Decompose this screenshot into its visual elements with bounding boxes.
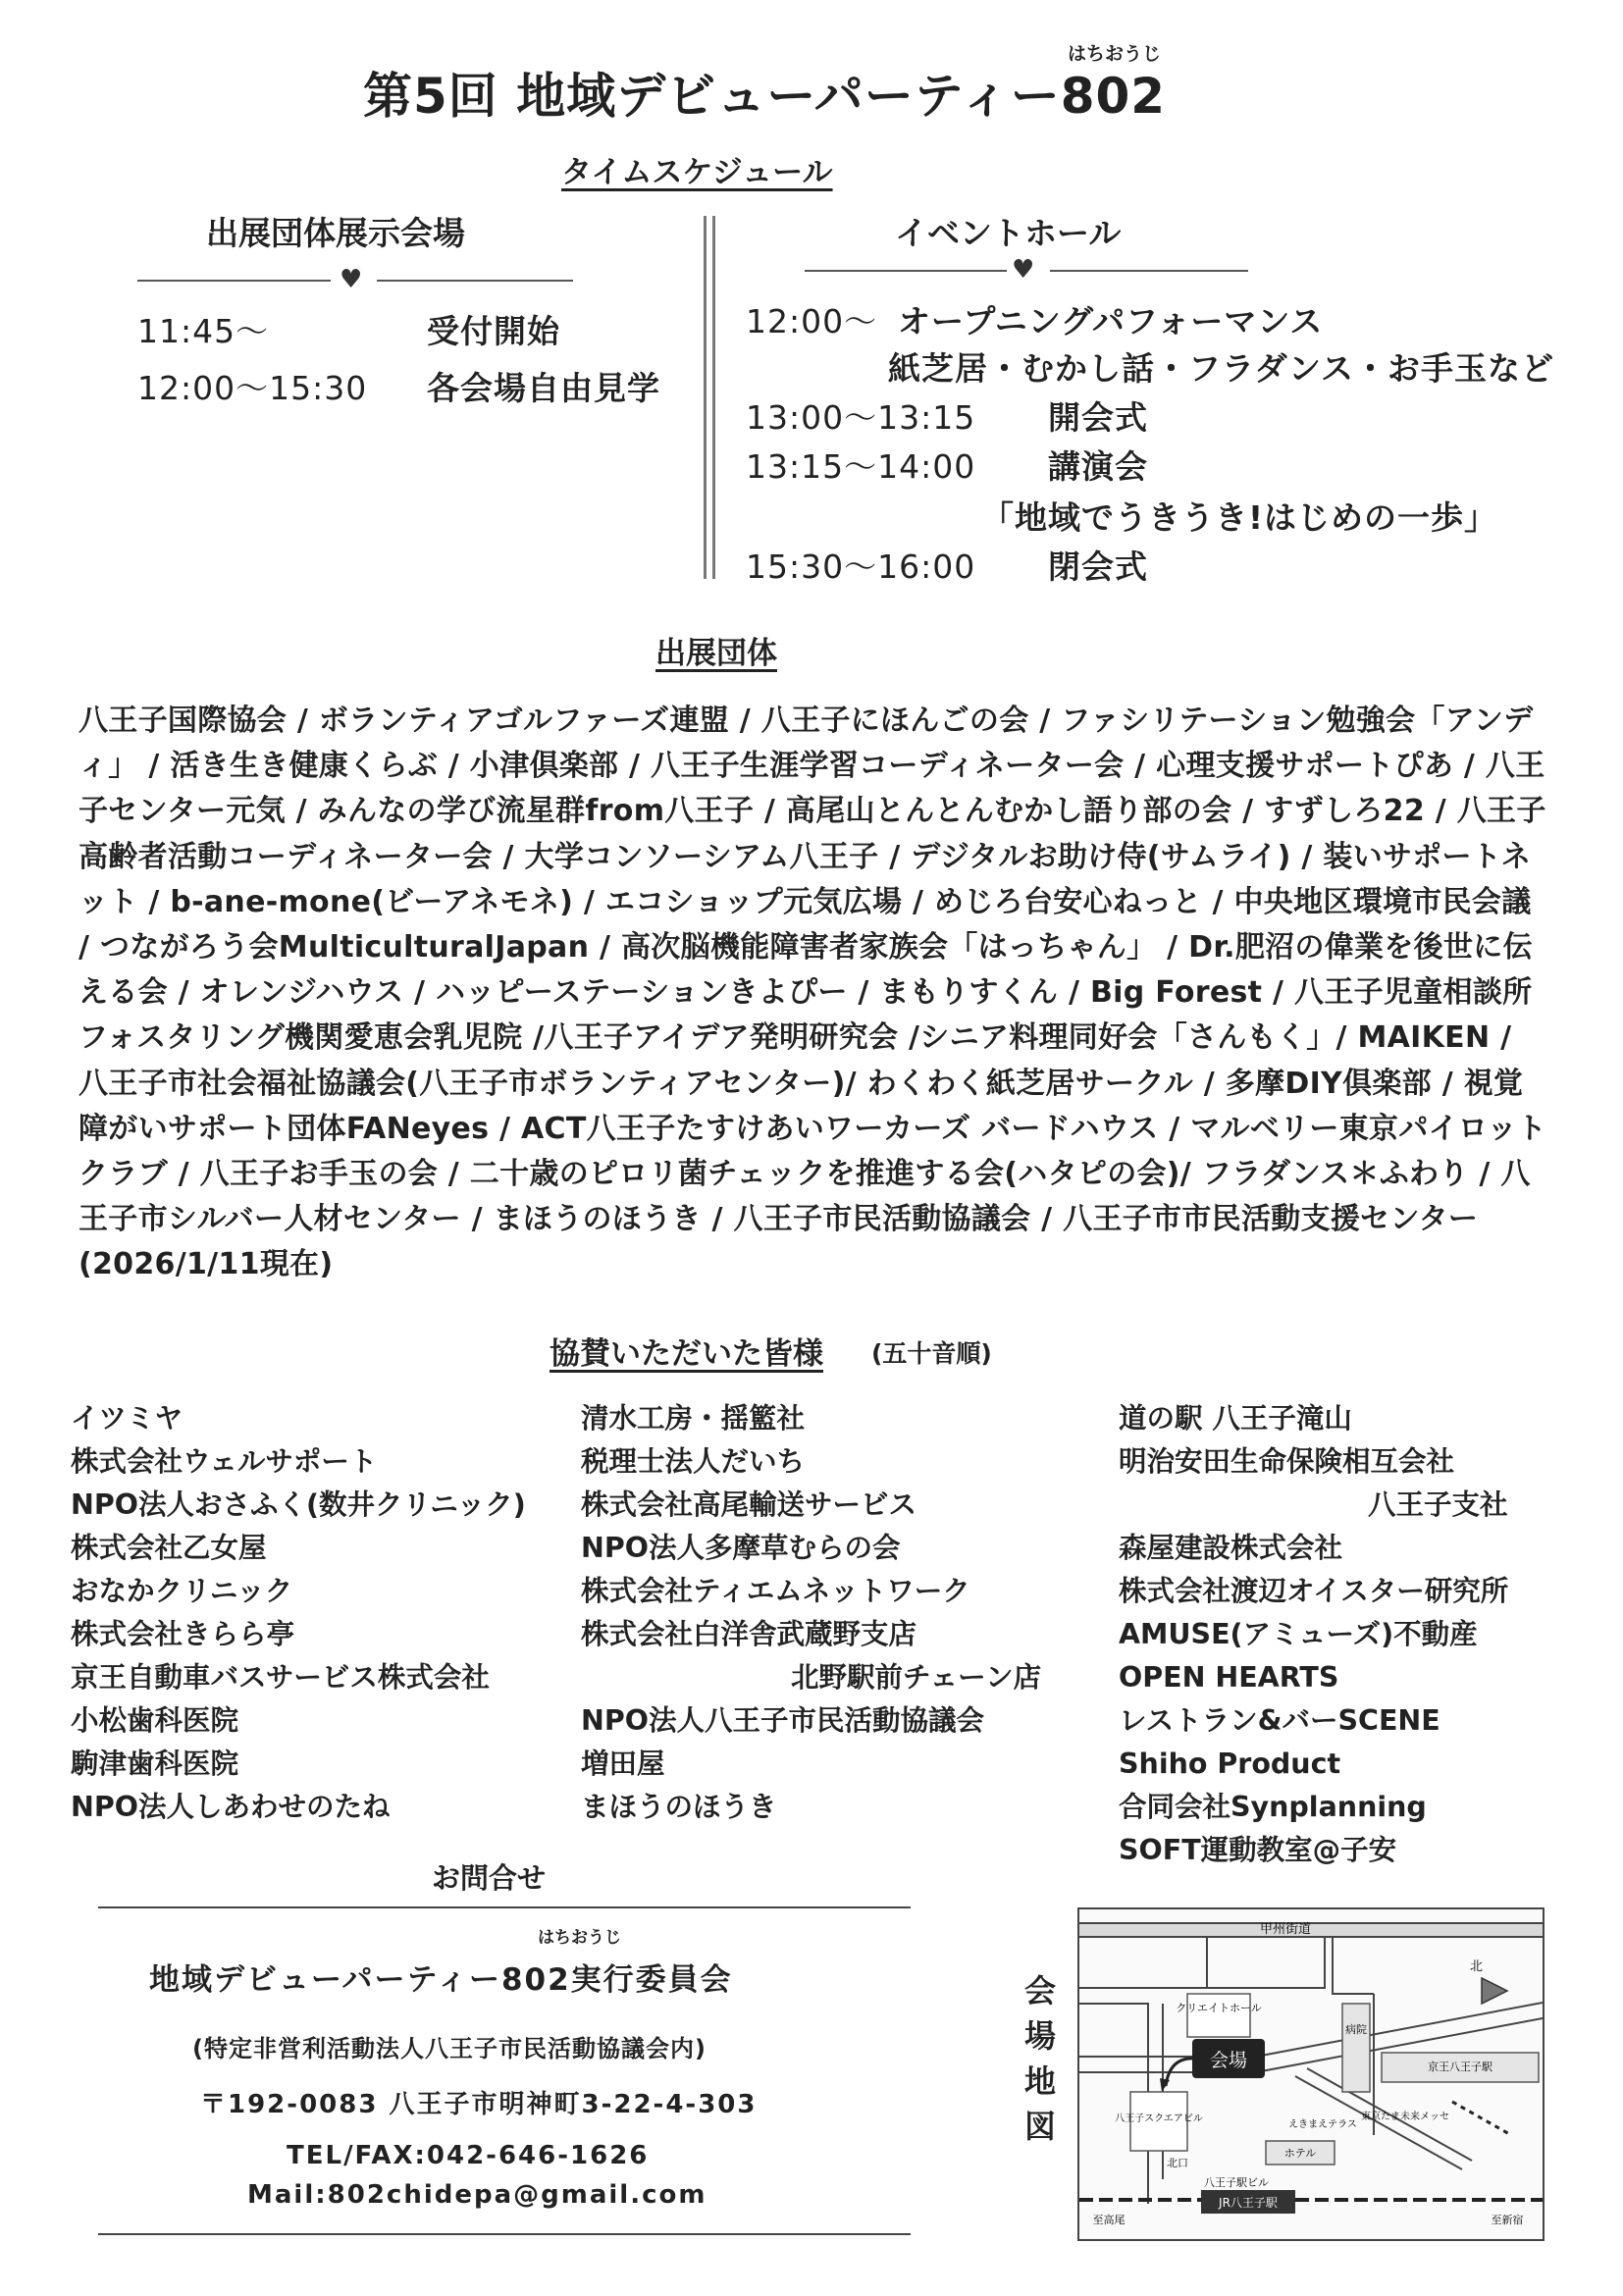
map-north-label: 北 (1470, 1959, 1484, 1974)
map-kitaguchi-label: 北口 (1167, 2157, 1188, 2169)
hall-event-6: 閉会式 (1048, 548, 1148, 586)
page-title: 第5回 地域デビューパーティー802 (363, 68, 1167, 125)
map-jr-label: JR八王子駅 (1219, 2196, 1278, 2210)
sponsor-item: 株式会社乙女屋 (71, 1532, 267, 1564)
hall-time-1: 12:00～ (746, 302, 878, 340)
sponsor-item: イツミヤ (71, 1402, 183, 1435)
hall-divider (805, 257, 1246, 285)
hall-event-1: オープニングパフォーマンス (898, 302, 1324, 340)
heart-icon: ♥ (340, 265, 363, 294)
sponsor-item: 小松歯科医院 (71, 1704, 239, 1737)
sponsor-item: 八王子支社 (1368, 1488, 1508, 1521)
map-creato-label: クリエイトホール (1176, 2002, 1262, 2014)
hall-time-6: 15:30～16:00 (746, 548, 976, 586)
contact-divider-bottom (98, 2233, 911, 2235)
sponsor-item: 株式会社高尾輸送サービス (581, 1488, 917, 1521)
exhibit-divider (137, 267, 574, 294)
sponsor-item: AMUSE(アミューズ)不動産 (1119, 1618, 1478, 1650)
sponsor-item: 明治安田生命保険相互会社 (1119, 1445, 1455, 1478)
map-ekibiru-label: 八王子駅ビル (1204, 2176, 1269, 2189)
contact-mail: Mail:802chidepa@gmail.com (247, 2180, 707, 2210)
map-square-label: 八王子スクエアビル (1115, 2113, 1203, 2124)
map-ekimae-label: えきまえテラス (1288, 2119, 1357, 2130)
map-takao-label: 至高尾 (1092, 2214, 1126, 2226)
sponsor-item: おなかクリニック (71, 1575, 293, 1607)
organizations-heading: 出展団体 (655, 636, 777, 671)
sponsors-note: (五十音順) (871, 1339, 992, 1368)
map-hotel-label: ホテル (1283, 2147, 1317, 2160)
sponsor-item: 駒津歯科医院 (71, 1748, 239, 1780)
sponsor-item: まほうのほうき (581, 1791, 777, 1823)
title-ruby: はちおうじ (1068, 43, 1162, 65)
map-shinjuku-label: 至新宿 (1491, 2214, 1524, 2226)
map-hospital-label: 病院 (1345, 2023, 1367, 2036)
sponsors-heading: 協賛いただいた皆様 (550, 1336, 823, 1372)
sponsors-column-1 (71, 1397, 526, 1829)
exhibit-time-1: 11:45～ (137, 312, 270, 350)
contact-org: 地域デビューパーティー802実行委員会 (149, 1962, 733, 1998)
sponsor-item: 株式会社きらら亭 (71, 1618, 295, 1650)
exhibit-time-2: 12:00～15:30 (137, 369, 368, 407)
map-road-label: 甲州街道 (1259, 1922, 1312, 1937)
map-creato-hall (1187, 1994, 1250, 2037)
exhibit-event-2: 各会場自由見学 (427, 369, 660, 407)
sponsor-item: 森屋建設株式会社 (1119, 1532, 1343, 1564)
map-keio-label: 京王八王子駅 (1428, 2061, 1492, 2073)
sponsors-column-3 (1119, 1397, 1508, 1872)
map-venue-label: 会場 (1209, 2050, 1248, 2071)
sponsor-item: 株式会社ティエムネットワーク (581, 1575, 970, 1607)
map-north-arrow (1482, 1978, 1507, 2004)
hall-time-4: 13:15～14:00 (746, 447, 976, 486)
sponsor-item: 増田屋 (581, 1748, 665, 1780)
column-divider-left (704, 216, 707, 579)
sponsor-item: 清水工房・揺籃社 (581, 1402, 806, 1435)
sponsor-item: OPEN HEARTS (1119, 1661, 1339, 1694)
column-divider-right (712, 216, 715, 579)
organizations-list: 八王子国際協会 / ボランティアゴルファーズ連盟 / 八王子にほんごの会 / ファシリテーション勉強会「アンディ」 / 活き生き健康くらぶ / 小津倶楽部 / 八王子生涯学習コーディネーター会 / 心理支援サポートぴあ / 八王子センター元気 / みんなの学び流星群from八王子 / 高尾山とんとんむかし語り部の会 / すずしろ22 / 八王子高齢者活動コーディネーター会 / 大学コンソーシアム八王子 / デジタルお助け侍(サムライ) / 装いサポートネット / b-ane-mone(ビーアネモネ) / エコショップ元気広場 / めじろ台安心ねっと / 中央地区環境市民会議 / つながろう会MulticulturalJapan / 高次脳機能障害者家族会「はっちゃん」 / Dr.肥沼の偉業を後世に伝える会 / オレンジハウス / ハッピーステーションきよぴー / まもりすくん / Big Forest / 八王子児童相談所フォスタリング機関愛恵会乳児院 /八王子アイデア発明研究会 /シニア料理同好会「さんもく」/ MAIKEN / 八王子市社会福祉協議会(八王子市ボランティアセンター)/ わくわく紙芝居サークル / 多摩DIY倶楽部 / 視覚障がいサポート団体FANeyes / ACT八王子たすけあいワーカーズ バードハウス / マルベリー東京パイロットクラブ / 八王子お手玉の会 / 二十歳のピロリ菌チェックを推進する会(ハタピの会)/ フラダンス＊ふわり / 八王子市シルバー人材センター / まほうのほうき / 八王子市民活動協議会 / 八王子市市民活動支援センター(2026/1/11現在) (79, 704, 1547, 1282)
venue-map (1077, 1907, 1544, 2241)
sponsor-item: 京王自動車バスサービス株式会社 (71, 1661, 490, 1694)
contact-sub: (特定非営利活動法人八王子市民活動協議会内) (192, 2035, 707, 2062)
hall-event-3: 開会式 (1048, 398, 1148, 437)
sponsor-item: 北野駅前チェーン店 (791, 1661, 1042, 1694)
sponsor-item: 道の駅 八王子滝山 (1119, 1402, 1352, 1435)
sponsor-item: 合同会社Synplanning (1119, 1791, 1427, 1823)
contact-address: 〒192-0083 八王子市明神町3-22-4-303 (200, 2090, 758, 2119)
heart-icon: ♥ (1012, 255, 1035, 285)
sponsor-item: 税理士法人だいち (581, 1445, 806, 1478)
sponsor-item: レストラン&バーSCENE (1119, 1704, 1440, 1737)
contact-tel: TEL/FAX:042-646-1626 (287, 2141, 650, 2170)
sponsor-item: Shiho Product (1119, 1748, 1341, 1780)
sponsor-item: 株式会社渡辺オイスター研究所 (1119, 1575, 1509, 1607)
hall-event-4: 講演会 (1048, 447, 1148, 486)
sponsor-item: 株式会社白洋舎武蔵野支店 (581, 1618, 917, 1650)
contact-divider-top (98, 1906, 911, 1908)
sponsor-item: SOFT運動教室@子安 (1119, 1834, 1397, 1866)
hall-time-3: 13:00～13:15 (746, 398, 976, 437)
sponsor-item: NPO法人しあわせのたね (71, 1791, 391, 1823)
exhibit-heading: 出展団体展示会場 (206, 214, 465, 252)
map-messe-label: 東京たま未来メッセ (1361, 2112, 1449, 2122)
contact-ruby: はちおうじ (538, 1928, 621, 1948)
exhibit-event-1: 受付開始 (427, 312, 560, 350)
contact-heading: お問合せ (432, 1861, 547, 1895)
sponsors-column-2 (581, 1397, 1041, 1829)
hall-heading: イベントホール (895, 214, 1122, 252)
map-label: 会場地図 (1023, 1972, 1056, 2145)
hall-event-1-detail: 紙芝居・むかし話・フラダンス・お手玉など (888, 349, 1555, 388)
schedule-heading: タイムスケジュール (561, 155, 833, 190)
sponsor-item: 株式会社ウェルサポート (71, 1445, 378, 1478)
map-hospital (1342, 2004, 1370, 2092)
sponsor-item: NPO法人多摩草むらの会 (581, 1532, 901, 1564)
hall-event-4-detail: 「地域でうきうき!はじめの一歩」 (981, 498, 1498, 537)
sponsor-item: NPO法人おさふく(数井クリニック) (71, 1488, 526, 1521)
sponsor-item: NPO法人八王子市民活動協議会 (581, 1704, 984, 1737)
